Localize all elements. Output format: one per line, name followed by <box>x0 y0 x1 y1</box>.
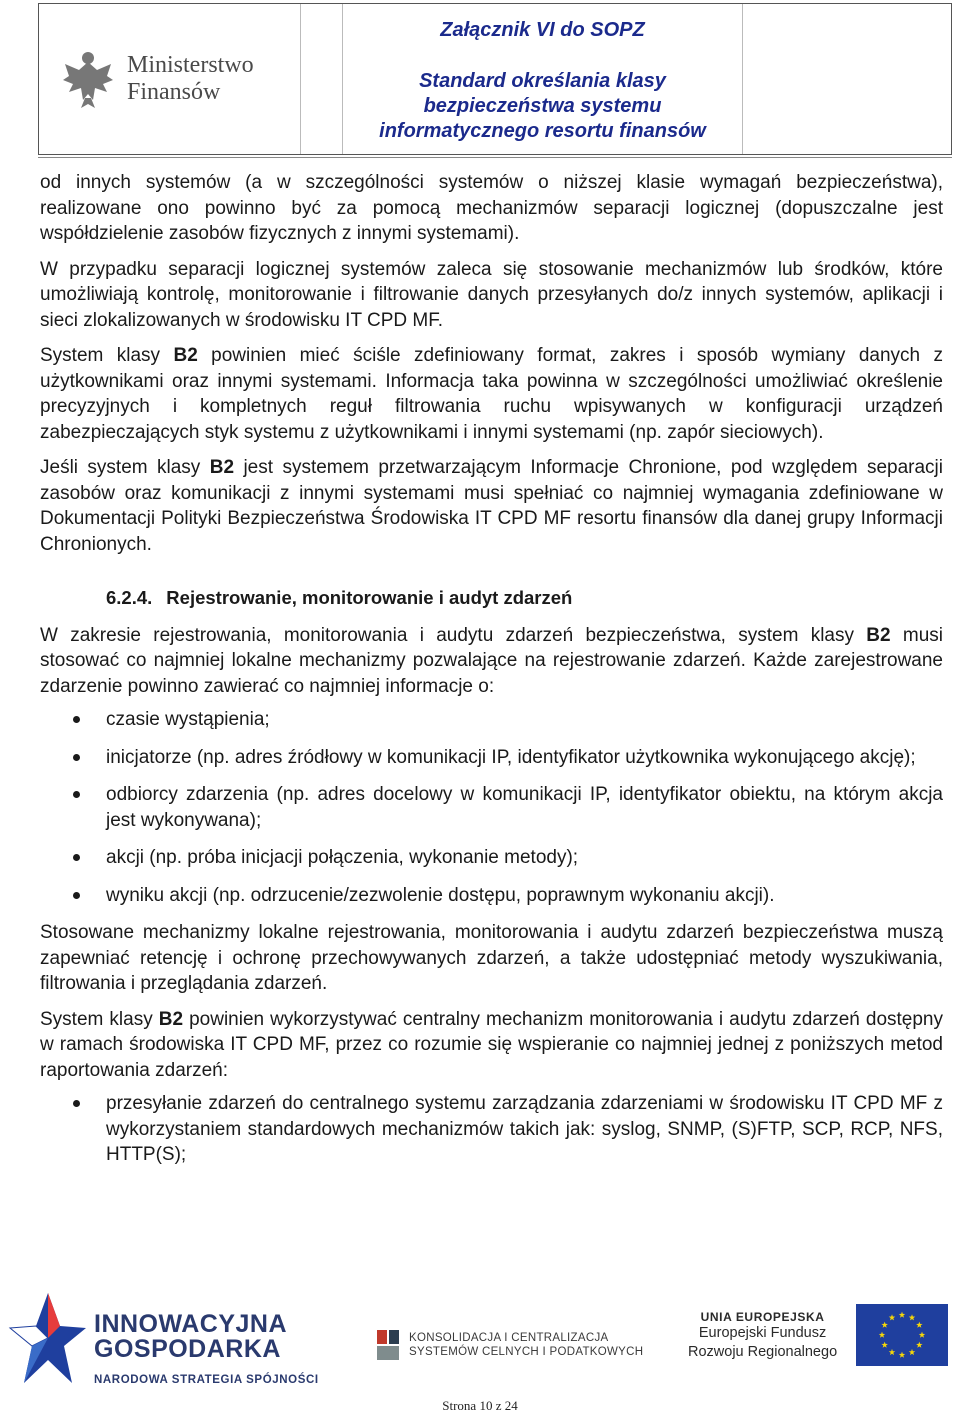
p5-prefix: W zakresie rejestrowania, monitorowania i audytu zdarzeń bezpieczeństwa, system klasy <box>40 624 867 646</box>
consolidation-logo <box>375 1328 643 1362</box>
annex-title: Załącznik VI do SOPZ <box>440 19 645 41</box>
list-item <box>40 1091 943 1168</box>
ministry-logo <box>59 48 254 110</box>
list-item <box>40 782 943 833</box>
header-spacer-cell <box>301 4 343 154</box>
bullet-icon <box>73 716 80 723</box>
eu-flag-icon <box>856 1304 948 1366</box>
header-divider <box>38 157 952 158</box>
kc-line2: SYSTEMÓW CELNYCH I PODATKOWYCH <box>409 1346 644 1358</box>
list-item-text: przesyłanie zdarzeń do centralnego systemu zarządzania zdarzeniami w środowisku IT CPD MF z wykorzystaniem standardowych mechanizmów takich jak: syslog, SNMP, (S)FTP, SCP, RCP, NFS, HTTP(S); <box>106 1093 943 1165</box>
ministry-logo-line1: Ministerstwo <box>127 52 254 78</box>
bullet-icon <box>73 892 80 899</box>
p7-suffix: powinien wykorzystywać centralny mechanizm monitorowania i audytu zdarzeń dostępny w ramach środowiska IT CPD MF, przez co rozumie się wspieranie co najmniej jednej z poniższych metod raportowania zdarzeń: <box>40 1008 943 1081</box>
ig-line3: NARODOWA STRATEGIA SPÓJNOŚCI <box>94 1374 319 1386</box>
p7-class-label: B2 <box>158 1008 184 1030</box>
ig-line2: GOSPODARKA <box>94 1335 281 1363</box>
eu-fund-text <box>688 1310 837 1362</box>
document-body <box>40 170 943 1180</box>
page-header <box>38 3 952 155</box>
p5-suffix: musi stosować co najmniej lokalne mechanizmy pozwalające na rejestrowanie zdarzeń. Każde zarejestrowane zdarzenie powinno zawierać co najmniej informacje o: <box>40 624 943 697</box>
list-item <box>40 707 943 733</box>
bullet-icon <box>73 854 80 861</box>
paragraph-central-monitoring <box>40 1007 943 1084</box>
list-item-text: czasie wystąpienia; <box>106 709 270 730</box>
ministry-logo-cell <box>39 4 301 154</box>
innovative-economy-logo <box>8 1288 319 1393</box>
ministry-logo-text <box>127 52 254 106</box>
innovative-economy-text <box>94 1312 319 1393</box>
eu-line2: Rozwoju Regionalnego <box>688 1344 838 1360</box>
section-number: 6.2.4. <box>106 587 153 608</box>
kc-line1: KONSOLIDACJA I CENTRALIZACJA <box>409 1332 609 1344</box>
header-title-cell <box>343 4 743 154</box>
paragraph-logical-separation: W przypadku separacji logicznej systemów zaleca się stosowanie mechanizmów lub środków, które umożliwiają kontrolę, monitorowanie i filtrowanie danych przesyłanych do/z innych systemów, aplikacji i sieci zlokalizowanych w środowisku IT CPD MF. <box>40 258 943 331</box>
p7-prefix: System klasy <box>40 1008 159 1030</box>
doc-title-line2: bezpieczeństwa systemu <box>423 95 662 117</box>
paragraph-data-exchange <box>40 343 943 445</box>
bullet-icon <box>73 754 80 761</box>
page-number: Strona 10 z 24 <box>442 1398 518 1413</box>
p5-class-label: B2 <box>866 624 891 646</box>
section-heading <box>106 585 943 611</box>
ig-line1: INNOWACYJNA <box>94 1310 288 1338</box>
list-item-text: inicjatorze (np. adres źródłowy w komunikacji IP, identyfikator użytkownika wykonującego akcję); <box>106 746 916 768</box>
paragraph-local-mechanisms: Stosowane mechanizmy lokalne rejestrowania, monitorowania i audytu zdarzeń bezpieczeństwa muszą zapewniać retencję i ochronę przechowywanych zdarzeń, a także udostępniać metody wyszukiwania, filtrowania i przeglądania zdarzeń. <box>40 922 943 994</box>
section-title: Rejestrowanie, monitorowanie i audyt zdarzeń <box>166 587 573 608</box>
star-emblem-icon <box>8 1288 88 1388</box>
paragraph-logging-intro <box>40 623 943 700</box>
list-item-text: akcji (np. próba inicjacji połączenia, wykonanie metody); <box>106 847 579 868</box>
p3-class-label: B2 <box>173 345 198 366</box>
header-blank-cell <box>743 4 951 154</box>
p4-prefix: Jeśli system klasy <box>40 457 210 478</box>
reporting-methods-list <box>40 1091 943 1168</box>
list-item <box>40 845 943 871</box>
p3-suffix: powinien mieć ściśle zdefiniowany format, zakres i sposób wymiany danych z użytkownikami oraz innymi systemami. Informacja taka powinna w szczególności umożliwiać określenie precyzyjnych i kompletnych reguł filtrowania ruchu wpisywanych w konfiguracji urządzeń zabezpieczających styk systemu z użytkownikami i innymi systemami (np. zapór sieciowych). <box>40 345 943 443</box>
event-info-list <box>40 707 943 908</box>
page-footer <box>0 1280 960 1411</box>
consolidation-text <box>409 1331 643 1359</box>
p4-suffix: jest systemem przetwarzającym Informacje Chronione, pod względem separacji zasobów oraz komunikacji z innymi systemami musi spełniać co najmniej wymagania zdefiniowane w Dokumentacji Polityki Bezpieczeństwa Środowiska IT CPD MF resortu finansów dla danej grupy Informacji Chronionych. <box>40 457 943 555</box>
ministry-logo-line2: Finansów <box>127 79 221 105</box>
bullet-icon <box>73 1100 80 1107</box>
paragraph-protected-info <box>40 455 943 557</box>
eu-title: UNIA EUROPEJSKA <box>700 1310 825 1324</box>
list-item <box>40 745 943 771</box>
doc-title-line1: Standard określania klasy <box>419 70 666 92</box>
eu-line1: Europejski Fundusz <box>698 1325 827 1341</box>
doc-title-line3: informatycznego resortu finansów <box>379 120 706 142</box>
paragraph-separation: od innych systemów (a w szczególności systemów o niższej klasie wymagań bezpieczeństwa), realizowane ono powinno być za pomocą mechanizmów separacji logicznej (dopuszczalne jest współdzielenie zasobów fizycznych z innymi systemami). <box>40 172 943 244</box>
consolidation-mark-icon <box>375 1328 403 1362</box>
bullet-icon <box>73 791 80 798</box>
eagle-emblem-icon <box>59 48 117 110</box>
list-item-text: wyniku akcji (np. odrzucenie/zezwolenie dostępu, poprawnym wykonaniu akcji). <box>106 884 775 906</box>
p4-class-label: B2 <box>209 457 235 478</box>
p3-prefix: System klasy <box>40 345 174 366</box>
list-item <box>40 883 943 909</box>
list-item-text: odbiorcy zdarzenia (np. adres docelowy w komunikacji IP, identyfikator obiektu, na którym akcja jest wykonywana); <box>106 784 943 831</box>
